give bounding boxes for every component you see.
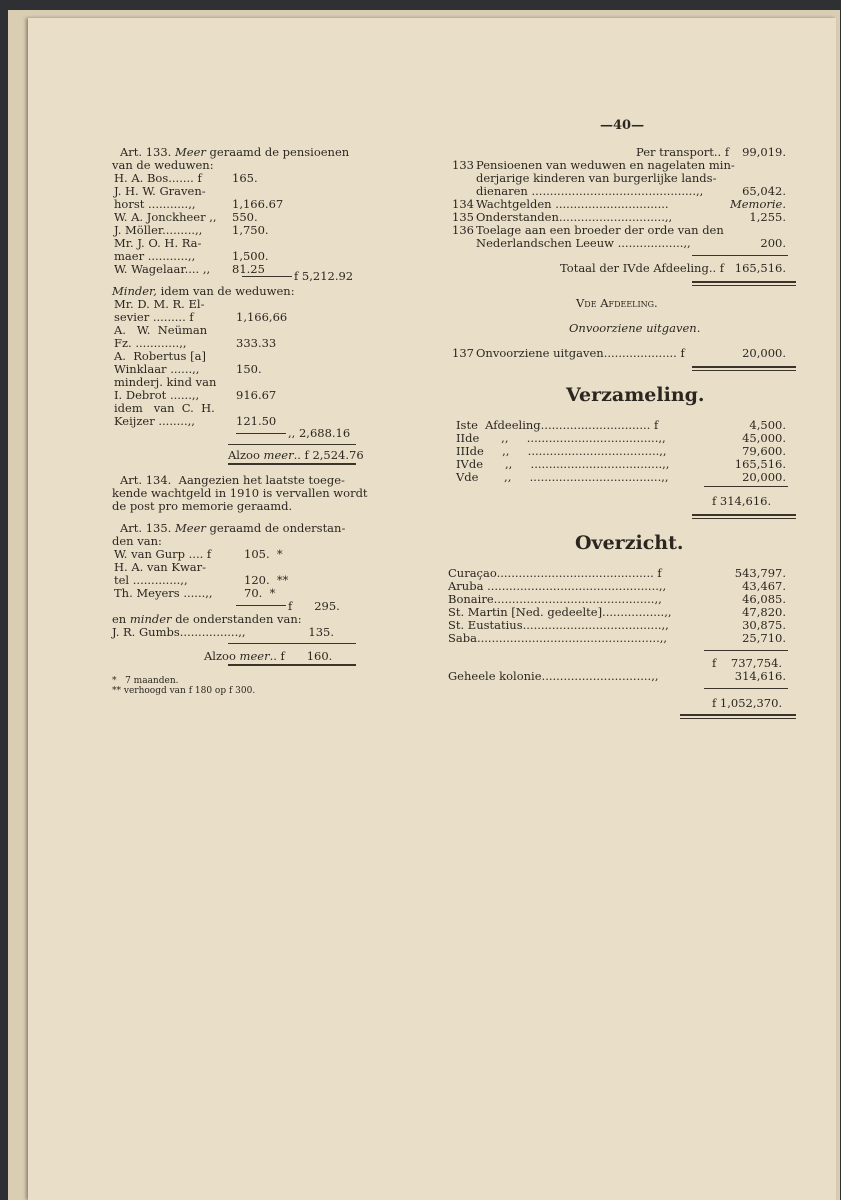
- row-value: 46,085.: [742, 592, 786, 606]
- row-value: 1,750.: [232, 223, 269, 237]
- row-label: IIIde ,, ....................................,,: [456, 444, 667, 458]
- row-label: Winklaar ......,,: [114, 362, 200, 376]
- afdeeling-5-title: Vde Afdeeling.: [576, 296, 658, 310]
- row-label: Vde ,, ....................................,,: [456, 470, 669, 484]
- alzoo-line-1: Alzoo meer.. f 2,524.76: [228, 448, 364, 462]
- art134-line1: Art. 134. Aangezien het laatste toege-: [120, 473, 345, 487]
- row-label: H. A. van Kwar-: [114, 560, 207, 574]
- row-value: 105. *: [244, 547, 283, 561]
- row-label: H. A. Bos....... f: [114, 171, 202, 185]
- row-label: Curaçao........................................... f: [448, 566, 662, 580]
- row-label: I. Debrot ......,,: [114, 388, 200, 402]
- footnote-1: * 7 maanden.: [112, 676, 179, 686]
- row-label: horst ...........,,: [114, 197, 196, 211]
- row-value: 916.67: [236, 388, 277, 402]
- row-label: W. A. Jonckheer ,,: [114, 210, 217, 224]
- subtotal-3: f 295.: [288, 599, 340, 613]
- verzameling-total: f 314,616.: [712, 494, 772, 508]
- item-number: 134: [452, 197, 474, 211]
- item-137-rule-1: [692, 366, 796, 368]
- row-value: 1,500.: [232, 249, 269, 263]
- row-value: 550.: [232, 210, 258, 224]
- alzoo-rule-bottom-2: [228, 664, 356, 666]
- row-value: 333.33: [236, 336, 277, 350]
- minder-heading: Minder, idem van de weduwen:: [112, 284, 295, 298]
- row-value: 1,166.67: [232, 197, 284, 211]
- ov-rule-top: [704, 650, 788, 651]
- overzicht-heading: Overzicht.: [575, 532, 684, 554]
- item-text: Toelage aan een broeder der orde van den: [476, 223, 724, 237]
- item-text: Nederlandschen Leeuw ..................,,: [476, 236, 691, 250]
- item-value: 200.: [760, 236, 786, 250]
- subtotal-2: ,, 2,688.16: [288, 426, 351, 440]
- subtotal-rule-3: [236, 605, 286, 606]
- item-number: 135: [452, 210, 474, 224]
- totaal-rule-bottom-2: [692, 285, 796, 286]
- row-label: Fz. ............,,: [114, 336, 187, 350]
- afdeeling-5-subtitle: Onvoorziene uitgaven.: [569, 321, 701, 335]
- item-number: 133: [452, 158, 474, 172]
- art133-line1: Art. 133. Meer geraamd de pensioenen: [120, 145, 350, 159]
- row-label: Bonaire............................................,,: [448, 592, 662, 606]
- item-value: 1,255.: [749, 210, 786, 224]
- subtotal-1: f 5,212.92: [294, 269, 354, 283]
- alzoo-rule-top-1: [228, 444, 356, 445]
- row-value: 20,000.: [742, 470, 786, 484]
- row-label: Mr. J. O. H. Ra-: [114, 236, 202, 250]
- row-value: 45,000.: [742, 431, 786, 445]
- row-value: 165.: [232, 171, 258, 185]
- row-label: St. Martin [Ned. gedeelte].................,,: [448, 605, 672, 619]
- art135-line1: Art. 135. Meer geraamd de onderstan-: [120, 521, 346, 535]
- footnote-2: ** verhoogd van f 180 op f 300.: [112, 686, 256, 696]
- overzicht-subtotal: f 737,754.: [712, 656, 783, 670]
- row-label: J. H. W. Graven-: [114, 184, 206, 198]
- item-text: derjarige kinderen van burgerlijke lands-: [476, 171, 717, 185]
- row-value: 165,516.: [734, 457, 786, 471]
- row-value: 47,820.: [742, 605, 786, 619]
- gumbs-label: J. R. Gumbs................,,: [112, 625, 246, 639]
- item-value: Memorie.: [729, 197, 786, 211]
- row-label: Keijzer ........,,: [114, 414, 195, 428]
- grand-rule-bottom-1: [680, 714, 796, 716]
- row-label: Saba..................................................,,: [448, 631, 668, 645]
- row-label: Th. Meyers ......,,: [114, 586, 213, 600]
- alzoo-rule-bottom-1: [228, 463, 356, 465]
- verzameling-heading: Verzameling.: [566, 384, 705, 406]
- geheele-kolonie-label: Geheele kolonie..............................,,: [448, 669, 659, 683]
- totaal-rule-bottom-1: [692, 281, 796, 283]
- totaal-label: Totaal der IVde Afdeeling.. f: [560, 261, 725, 275]
- geheele-kolonie-value: 314,616.: [734, 669, 786, 683]
- verz-rule-top: [704, 486, 788, 487]
- row-label: A. Robertus [a]: [114, 349, 206, 363]
- row-value: 81.25: [232, 262, 265, 276]
- item-text: Pensioenen van weduwen en nagelaten min-: [476, 158, 735, 172]
- art134-line2: kende wachtgeld in 1910 is vervallen wordt: [112, 486, 368, 500]
- row-value: 121.50: [236, 414, 277, 428]
- subtotal-rule-1: [242, 276, 292, 277]
- en-minder-line: en minder de onderstanden van:: [112, 612, 302, 626]
- row-label: IVde ,, ....................................,,: [456, 457, 670, 471]
- row-value: 70. *: [244, 586, 276, 600]
- item-137-value: 20,000.: [742, 346, 786, 360]
- item-137-text: Onvoorziene uitgaven.................... f: [476, 346, 685, 360]
- row-label: W. Wagelaar.... ,,: [114, 262, 211, 276]
- row-label: tel .............,,: [114, 573, 188, 587]
- item-text: Wachtgelden ...............................: [476, 197, 669, 211]
- alzoo-line-2: Alzoo meer.. f 160.: [204, 649, 333, 663]
- row-label: Mr. D. M. R. El-: [114, 297, 205, 311]
- item-value: 65,042.: [742, 184, 786, 198]
- row-value: 120. **: [244, 573, 289, 587]
- page-number: —40—: [600, 118, 645, 133]
- item-number: 136: [452, 223, 474, 237]
- row-value: 43,467.: [742, 579, 786, 593]
- row-label: J. Möller.........,,: [114, 223, 203, 237]
- art133-line2: van de weduwen:: [112, 158, 214, 172]
- alzoo-rule-top-2: [228, 643, 356, 644]
- row-value: 543,797.: [734, 566, 786, 580]
- verz-rule-bottom-2: [692, 518, 796, 519]
- verz-rule-bottom-1: [692, 514, 796, 516]
- item-text: Onderstanden.............................,,: [476, 210, 673, 224]
- row-value: 4,500.: [749, 418, 786, 432]
- art135-line2: den van:: [112, 534, 162, 548]
- grand-rule-top: [704, 688, 788, 689]
- item-137-rule-2: [692, 370, 796, 371]
- row-label: idem van C. H.: [114, 401, 215, 415]
- item-text: dienaren .............................................,,: [476, 184, 704, 198]
- row-label: W. van Gurp .... f: [114, 547, 212, 561]
- transport-value: 99,019.: [742, 145, 786, 159]
- row-value: 30,875.: [742, 618, 786, 632]
- totaal-rule-top: [692, 255, 788, 256]
- row-label: St. Eustatius......................................,,: [448, 618, 669, 632]
- grand-rule-bottom-2: [680, 718, 796, 719]
- row-value: 25,710.: [742, 631, 786, 645]
- row-label: Aruba ...............................................,,: [448, 579, 667, 593]
- grand-total: f 1,052,370.: [712, 696, 783, 710]
- row-label: IIde ,, ....................................,,: [456, 431, 666, 445]
- art134-line3: de post pro memorie geraamd.: [112, 499, 293, 513]
- row-value: 150.: [236, 362, 262, 376]
- subtotal-rule-2: [236, 433, 286, 434]
- transport-label: Per transport.. f: [636, 145, 730, 159]
- row-label: Iste Afdeeling.............................. f: [456, 418, 659, 432]
- row-value: 1,166,66: [236, 310, 288, 324]
- item-137-number: 137: [452, 346, 474, 360]
- row-label: minderj. kind van: [114, 375, 217, 389]
- row-label: A. W. Neüman: [114, 323, 208, 337]
- gumbs-value: 135.: [308, 625, 334, 639]
- row-value: 79,600.: [742, 444, 786, 458]
- totaal-value: 165,516.: [734, 261, 786, 275]
- row-label: sevier ......... f: [114, 310, 194, 324]
- row-label: maer ...........,,: [114, 249, 196, 263]
